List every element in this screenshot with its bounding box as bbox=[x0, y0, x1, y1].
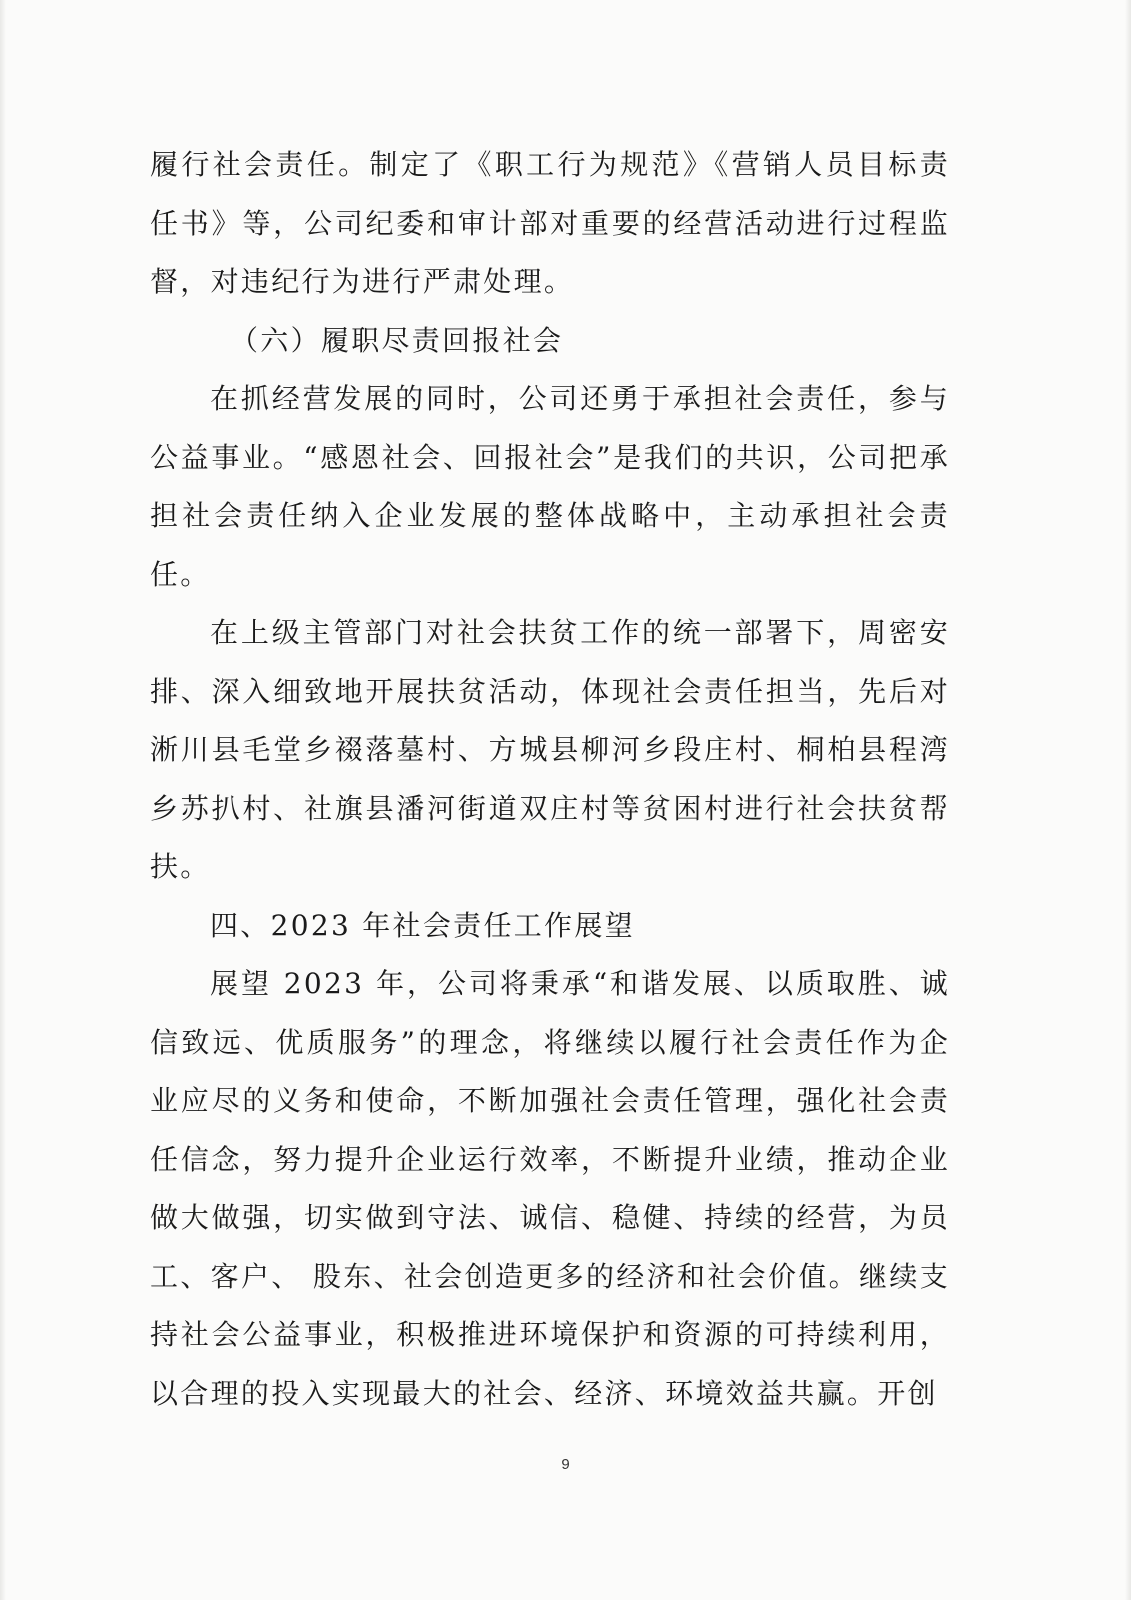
paragraph-social-responsibility: 在抓经营发展的同时，公司还勇于承担社会责任，参与公益事业。“感恩社会、回报社会”是我们的共识，公司把承担社会责任纳入企业发展的整体战略中，主动承担社会责任。 bbox=[150, 382, 950, 591]
paragraph-outlook: 展望 2023 年，公司将秉承“和谐发展、以质取胜、诚信致远、优质服务”的理念，将继续以履行社会责任作为企业应尽的义务和使命，不断加强社会责任管理，强化社会责任信念，努力提升企业运行效率，不断提升业绩，推动企业做大做强，切实做到守法、诚信、稳健、持续的经营，为员工、客户、 股东、社会创造更多的经济和社会价值。继续支持社会公益事业，积极推进环境保护和资源的可持续利用，以合理的投入实现最大的社会、经济、环境效益共赢。开创 bbox=[150, 967, 950, 1410]
section-heading-four: 四、2023 年社会责任工作展望 bbox=[210, 908, 635, 942]
page-body bbox=[150, 136, 950, 1423]
scan-edge-right bbox=[1125, 0, 1131, 1600]
page-number: 9 bbox=[561, 1456, 570, 1473]
paragraph-poverty-alleviation: 在上级主管部门对社会扶贫工作的统一部署下，周密安排、深入细致地开展扶贫活动，体现社会责任担当，先后对淅川县毛堂乡裰落墓村、方城县柳河乡段庄村、桐柏县程湾乡苏扒村、社旗县潘河街道双庄村等贫困村进行社会扶贫帮扶。 bbox=[150, 616, 950, 883]
paragraph-continuation: 履行社会责任。制定了《职工行为规范》《营销人员目标责任书》等，公司纪委和审计部对重要的经营活动进行过程监督，对违纪行为进行严肃处理。 bbox=[150, 148, 950, 298]
subheading-six: （六）履职尽责回报社会 bbox=[230, 323, 564, 357]
scan-edge-left bbox=[0, 0, 6, 1600]
